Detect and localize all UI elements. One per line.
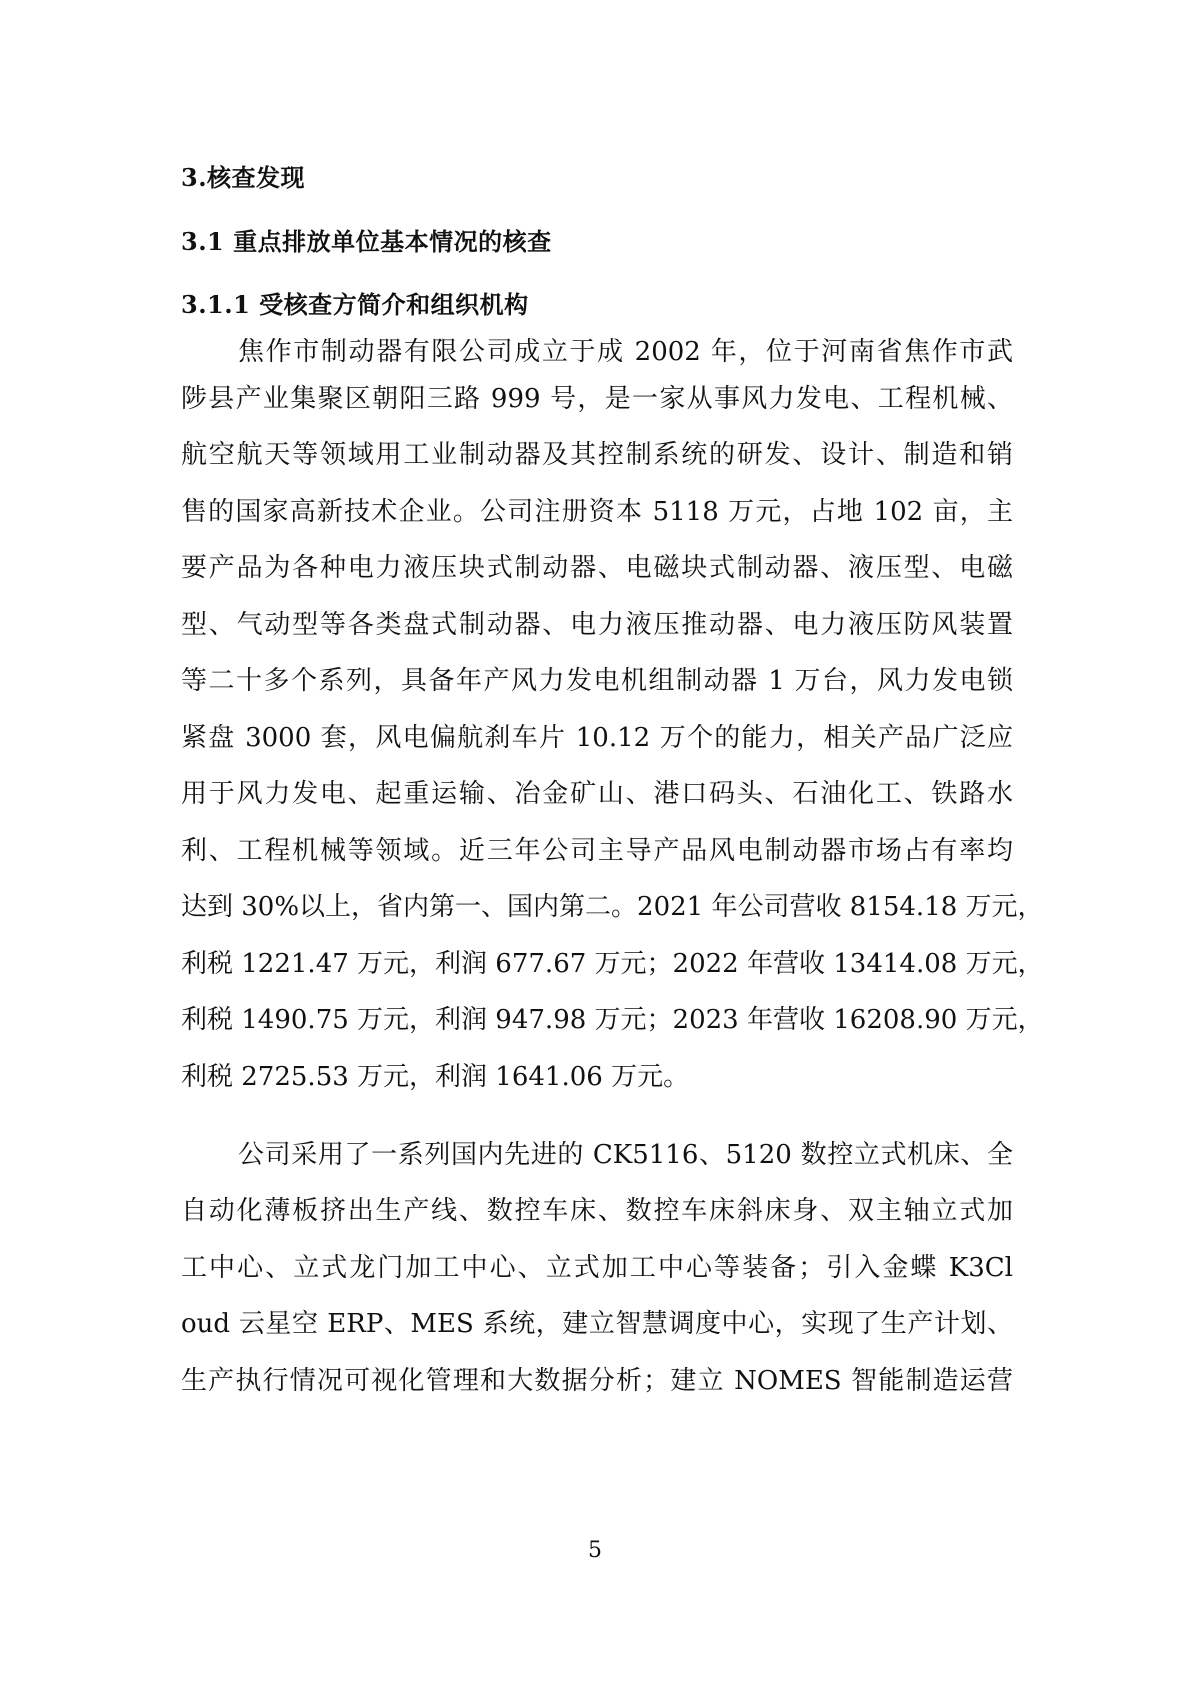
text-line: 公司采用了一系列国内先进的 CK5116、5120 数控立式机床、全 — [238, 1140, 1013, 1170]
text-line: oud 云星空 ERP、MES 系统，建立智慧调度中心，实现了生产计划、 — [181, 1309, 1013, 1339]
text-line: 达到 30%以上，省内第一、国内第二。2021 年公司营收 8154.18 万元， — [181, 892, 1044, 922]
text-line: 陟县产业集聚区朝阳三路 999 号，是一家从事风力发电、工程机械、 — [181, 384, 1013, 414]
text-line: 等二十多个系列，具备年产风力发电机组制动器 1 万台，风力发电锁 — [181, 666, 1013, 696]
text-line: 售的国家高新技术企业。公司注册资本 5118 万元，占地 102 亩，主 — [181, 497, 1013, 527]
text-line: 生产执行情况可视化管理和大数据分析；建立 NOMES 智能制造运营 — [181, 1366, 1013, 1396]
text-line: 利税 2725.53 万元，利润 1641.06 万元。 — [181, 1062, 690, 1092]
text-line: 焦作市制动器有限公司成立于成 2002 年，位于河南省焦作市武 — [238, 337, 1013, 367]
text-line: 型、气动型等各类盘式制动器、电力液压推动器、电力液压防风装置 — [181, 610, 1013, 640]
text-line: 紧盘 3000 套，风电偏航刹车片 10.12 万个的能力，相关产品广泛应 — [181, 723, 1013, 753]
page-number: 5 — [588, 1538, 602, 1563]
section-heading-3: 3.核查发现 — [181, 163, 306, 192]
text-line: 自动化薄板挤出生产线、数控车床、数控车床斜床身、双主轴立式加 — [181, 1196, 1013, 1226]
text-line: 利税 1221.47 万元，利润 677.67 万元；2022 年营收 13414.08 万元， — [181, 949, 1044, 979]
text-line: 利、工程机械等领域。近三年公司主导产品风电制动器市场占有率均 — [181, 836, 1013, 866]
section-heading-3-1-1: 3.1.1 受核查方简介和组织机构 — [181, 290, 529, 319]
text-line: 工中心、立式龙门加工中心、立式加工中心等装备；引入金蝶 K3Cl — [181, 1253, 1013, 1283]
text-line: 要产品为各种电力液压块式制动器、电磁块式制动器、液压型、电磁 — [181, 553, 1013, 583]
text-line: 航空航天等领域用工业制动器及其控制系统的研发、设计、制造和销 — [181, 440, 1013, 470]
section-heading-3-1: 3.1 重点排放单位基本情况的核查 — [181, 227, 552, 256]
text-line: 用于风力发电、起重运输、冶金矿山、港口码头、石油化工、铁路水 — [181, 779, 1013, 809]
text-line: 利税 1490.75 万元，利润 947.98 万元；2023 年营收 16208.90 万元， — [181, 1005, 1044, 1035]
